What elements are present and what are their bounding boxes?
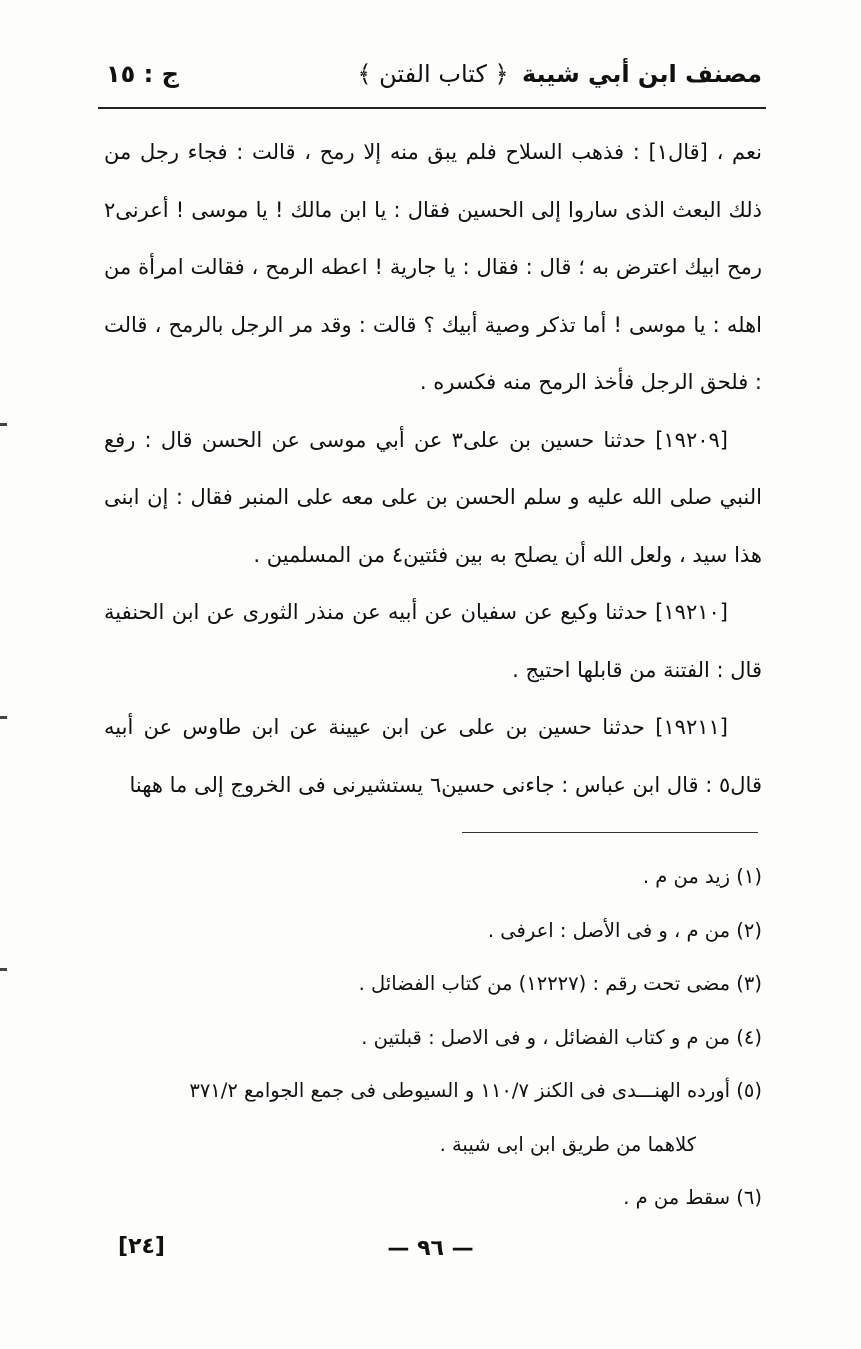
running-header bbox=[104, 60, 762, 98]
header-chapter-title: ﴿ كتاب الفتن ﴾ bbox=[357, 60, 509, 88]
page-number: — ٩٦ — bbox=[387, 1236, 474, 1261]
hadith-paragraph: [١٩٢١١] حدثنا حسين بن على عن ابن عيينة عن ابن طاوس عن أبيه قال٥ : قال ابن عباس : جاءنى حسين٦ يستشيرنى فى الخروج إلى ما ههنا bbox=[104, 715, 762, 797]
signature-mark: [٢٤] bbox=[118, 1234, 165, 1259]
scan-edge-mark bbox=[0, 423, 7, 426]
footnote: (٣) مضى تحت رقم : (١٢٢٢٧) من كتاب الفضائل . bbox=[358, 972, 762, 995]
footnote-continuation: كلاهما من طريق ابن ابى شيبة . bbox=[439, 1132, 696, 1156]
scan-edge-mark bbox=[0, 716, 7, 719]
header-divider bbox=[98, 107, 766, 109]
footnote: (٢) من م ، و فى الأصل : اعرفى . bbox=[487, 918, 762, 942]
scan-edge-mark bbox=[0, 968, 7, 971]
footnote-divider bbox=[462, 832, 758, 833]
header-book-title: مصنف ابن أبي شيبة bbox=[521, 60, 762, 88]
body-paragraph: نعم ، [قال١] : فذهب السلاح فلم يبق منه إلا رمح ، قالت : فجاء رجل من ذلك البعث الذى ساروا إلى الحسين فقال : يا ابن مالك ! يا موسى ! أعرنى٢ رمح ابيك اعترض به ؛ قال : فقال : يا جارية ! اعطه الرمح ، فقالت امرأة من اهله : يا موسى ! أما تذكر وصية أبيك ؟ قالت : وقد مر الرجل بالرمح ، قالت : فلحق الرجل فأخذ الرمح منه فكسره . bbox=[104, 140, 763, 394]
main-text bbox=[104, 124, 762, 814]
footnote: (٦) سقط من م . bbox=[623, 1186, 762, 1209]
footnote: (١) زيد من م . bbox=[642, 865, 762, 888]
footnotes bbox=[104, 850, 762, 1225]
hadith-paragraph: [١٩٢٠٩] حدثنا حسين بن على٣ عن أبي موسى عن الحسن قال : رفع النبي صلى الله عليه و سلم الحسن بن على معه على المنبر فقال : إن ابنى هذا سيد ، ولعل الله أن يصلح به بين فئتين٤ من المسلمين . bbox=[104, 427, 762, 567]
hadith-paragraph: [١٩٢١٠] حدثنا وكيع عن سفيان عن أبيه عن منذر الثورى عن ابن الحنفية قال : الفتنة من قابلها احتيج . bbox=[104, 600, 762, 682]
header-volume-number: ج : ١٥ bbox=[106, 60, 179, 88]
footnote: (٤) من م و كتاب الفضائل ، و فى الاصل : قبلتين . bbox=[361, 1025, 762, 1049]
footnote: (٥) أورده الهنـــدى فى الكنز ١١٠/٧ و السيوطى فى جمع الجوامع ٣٧١/٢ bbox=[189, 1079, 762, 1102]
